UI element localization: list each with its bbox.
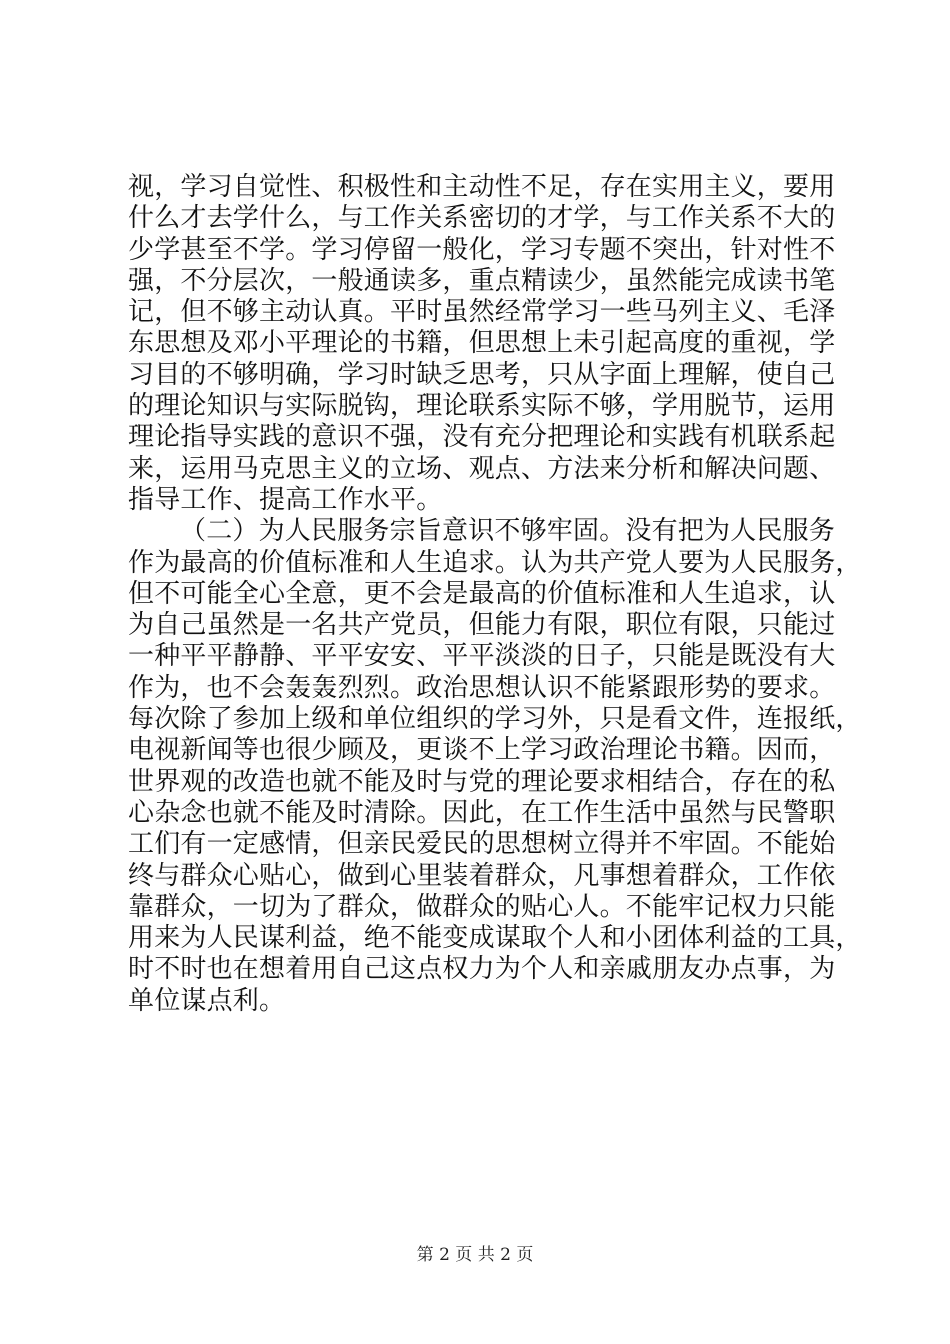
text-line: 东思想及邓小平理论的书籍，但思想上未引起高度的重视，学 bbox=[128, 328, 836, 359]
text-line: 单位谋点利。 bbox=[128, 985, 286, 1016]
text-line: 视，学习自觉性、积极性和主动性不足，存在实用主义，要用 bbox=[128, 172, 836, 202]
text-line: 作为，也不会轰轰烈烈。政治思想认识不能紧跟形势的要求。 bbox=[128, 672, 836, 703]
text-line: 用来为人民谋利益，绝不能变成谋取个人和小团体利益的工具， bbox=[128, 923, 862, 954]
text-line: 电视新闻等也很少顾及，更谈不上学习政治理论书籍。因而， bbox=[128, 735, 836, 766]
page-footer bbox=[0, 1244, 950, 1266]
text-line: 理论指导实践的意识不强，没有充分把理论和实践有机联系起 bbox=[128, 422, 836, 453]
paragraph-heading-line: （二）为人民服务宗旨意识不够牢固。没有把为人民服务 bbox=[180, 516, 836, 547]
text-line: 工们有一定感情，但亲民爱民的思想树立得并不牢固。不能始 bbox=[128, 829, 836, 860]
text-line: 世界观的改造也就不能及时与党的理论要求相结合，存在的私 bbox=[128, 766, 836, 797]
text-line: 少学甚至不学。学习停留一般化，学习专题不突出，针对性不 bbox=[128, 234, 836, 265]
text-line: 习目的不够明确，学习时缺乏思考，只从字面上理解，使自己 bbox=[128, 359, 836, 390]
text-line: 记，但不够主动认真。平时虽然经常学习一些马列主义、毛泽 bbox=[128, 297, 836, 328]
text-line: 靠群众，一切为了群众，做群众的贴心人。不能牢记权力只能 bbox=[128, 891, 836, 922]
text-line: 心杂念也就不能及时清除。因此，在工作生活中虽然与民警职 bbox=[128, 797, 836, 828]
page-number-label: 第 2 页 共 2 页 bbox=[416, 1245, 534, 1265]
text-line: 什么才去学什么，与工作关系密切的才学，与工作关系不大的 bbox=[128, 203, 836, 234]
text-line: 但不可能全心全意，更不会是最高的价值标准和人生追求，认 bbox=[128, 578, 836, 609]
text-line: 指导工作、提高工作水平。 bbox=[128, 484, 443, 515]
text-line: 终与群众心贴心，做到心里装着群众，凡事想着群众，工作依 bbox=[128, 860, 836, 891]
text-line: 作为最高的价值标准和人生追求。认为共产党人要为人民服务， bbox=[128, 547, 862, 578]
text-line: 强，不分层次，一般通读多，重点精读少，虽然能完成读书笔 bbox=[128, 265, 836, 296]
text-line: 时不时也在想着用自己这点权力为个人和亲戚朋友办点事，为 bbox=[128, 954, 836, 985]
text-line: 每次除了参加上级和单位组织的学习外，只是看文件，连报纸， bbox=[128, 704, 862, 735]
text-line: 为自己虽然是一名共产党员，但能力有限，职位有限，只能过 bbox=[128, 610, 836, 641]
document-body bbox=[128, 172, 862, 1017]
text-line: 来，运用马克思主义的立场、观点、方法来分析和解决问题、 bbox=[128, 453, 836, 484]
text-line: 一种平平静静、平平安安、平平淡淡的日子，只能是既没有大 bbox=[128, 641, 836, 672]
text-line: 的理论知识与实际脱钩，理论联系实际不够，学用脱节，运用 bbox=[128, 391, 836, 422]
